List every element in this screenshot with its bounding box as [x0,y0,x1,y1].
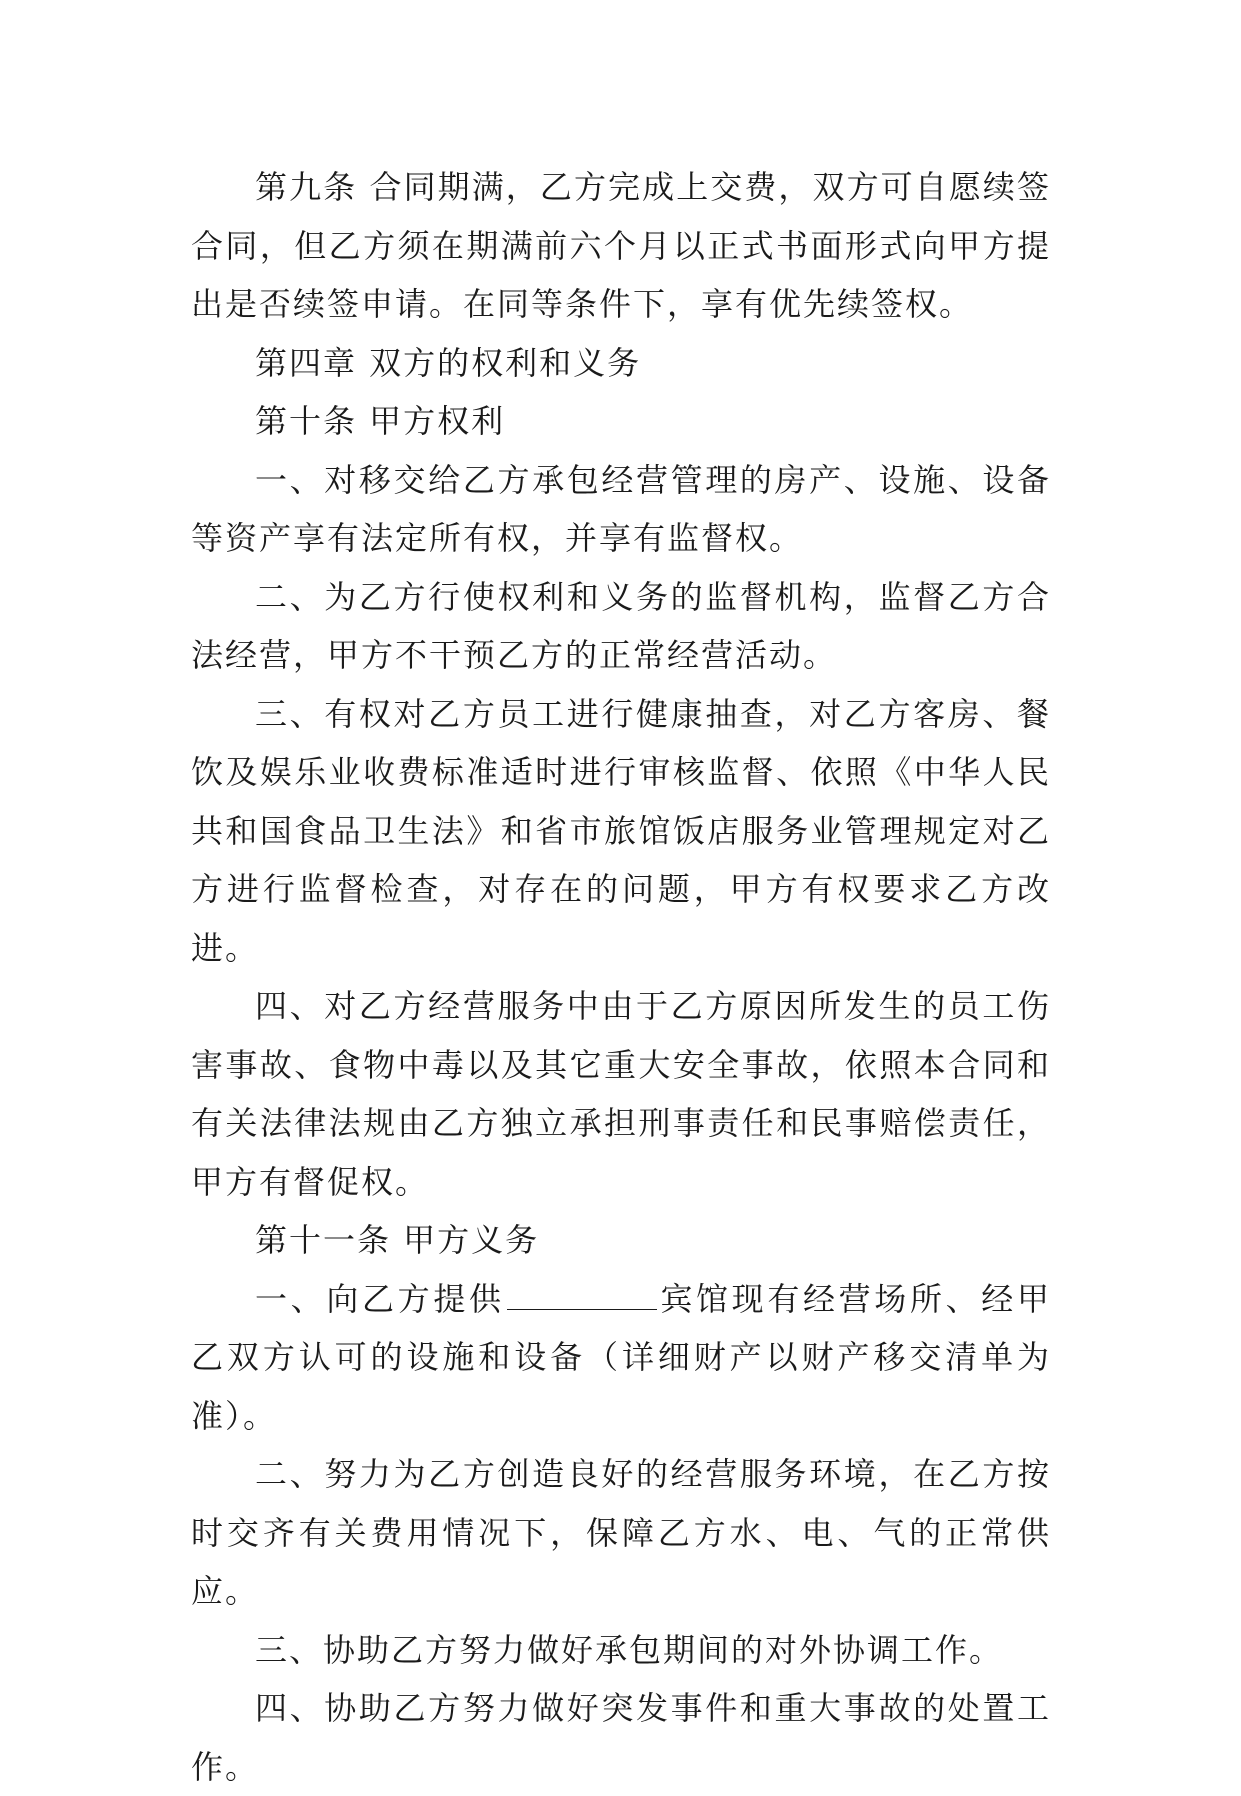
article-10-clause-3: 三、有权对乙方员工进行健康抽查，对乙方客房、餐饮及娱乐业收费标准适时进行审核监督、依照《中华人民共和国食品卫生法》和省市旅馆饭店服务业管理规定对乙方进行监督检查，对存在的问题，甲方有权要求乙方改进。 [191,694,1051,967]
fill-in-blank-line [507,1275,657,1310]
article-10-heading: 第十条 甲方权利 [255,402,506,440]
clause-1-text-after: 宾馆现有经营场所、经甲乙双方认可的设施和设备（详细财产以财产移交清单为准）。 [191,1279,1051,1435]
article-10-clause-1: 一、对移交给乙方承包经营管理的房产、设施、设备等资产享有法定所有权，并享有监督权。 [191,460,1051,557]
chapter-4-heading: 第四章 双方的权利和义务 [255,343,642,382]
article-11-clause-1 [191,1270,1051,1446]
article-9-paragraph: 第九条 合同期满，乙方完成上交费，双方可自愿续签合同，但乙方须在期满前六个月以正式书面形式向甲方提出是否续签申请。在同等条件下，享有优先续签权。 [191,168,1051,323]
document-page [191,158,1051,1796]
article-11-clause-3: 三、协助乙方努力做好承包期间的对外协调工作。 [255,1630,1004,1669]
article-10-clause-2: 二、为乙方行使权利和义务的监督机构，监督乙方合法经营，甲方不干预乙方的正常经营活动。 [191,577,1051,674]
article-11-heading: 第十一条 甲方义务 [255,1221,540,1259]
clause-1-text-before: 一、向乙方提供 [255,1279,505,1318]
article-10-clause-4: 四、对乙方经营服务中由于乙方原因所发生的员工伤害事故、食物中毒以及其它重大安全事故，依照本合同和有关法律法规由乙方独立承担刑事责任和民事赔偿责任，甲方有督促权。 [191,987,1051,1201]
article-11-clause-4: 四、协助乙方努力做好突发事件和重大事故的处置工作。 [191,1689,1051,1786]
article-11-clause-2: 二、努力为乙方创造良好的经营服务环境，在乙方按时交齐有关费用情况下，保障乙方水、电、气的正常供应。 [191,1455,1051,1610]
